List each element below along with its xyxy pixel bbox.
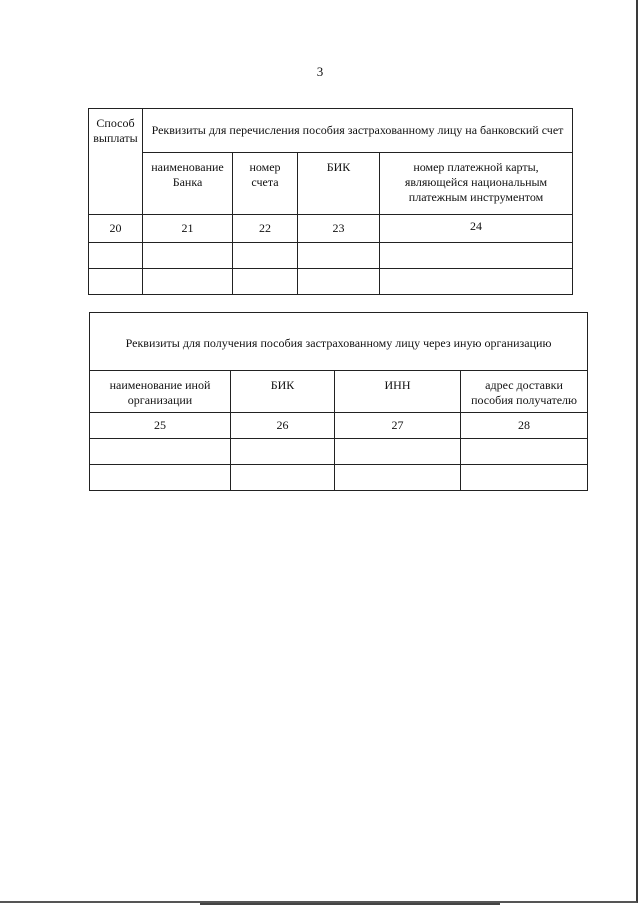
header-bik: БИК: [298, 153, 380, 215]
bank-transfer-details-table: [88, 108, 573, 295]
header-bank-transfer-details: Реквизиты для перечисления пособия застрахованному лицу на банковский счет: [143, 109, 573, 153]
column-number: 26: [231, 413, 335, 439]
empty-cell: [233, 243, 298, 269]
header-inn: ИНН: [335, 371, 461, 413]
other-organization-details-table: [89, 312, 588, 491]
empty-cell: [233, 269, 298, 295]
empty-cell: [90, 439, 231, 465]
column-number: 22: [233, 215, 298, 243]
empty-cell: [380, 269, 573, 295]
header-card-number: номер платежной карты, являющейся национальным платежным инструментом: [380, 153, 573, 215]
empty-cell: [89, 269, 143, 295]
table-row-column-numbers: [89, 215, 573, 243]
column-number: 27: [335, 413, 461, 439]
column-number: 21: [143, 215, 233, 243]
empty-cell: [143, 269, 233, 295]
header-organization-name: наименование иной организации: [90, 371, 231, 413]
table-row: [90, 439, 588, 465]
column-number: 25: [90, 413, 231, 439]
column-number: 24: [380, 215, 573, 243]
header-payment-method: Способ выплаты: [89, 109, 143, 215]
header-account-number: номер счета: [233, 153, 298, 215]
empty-cell: [335, 465, 461, 491]
header-other-organization-details: Реквизиты для получения пособия застрахованному лицу через иную организацию: [90, 313, 588, 371]
column-number: 20: [89, 215, 143, 243]
table-row: [89, 243, 573, 269]
table-row: [89, 269, 573, 295]
column-number: 28: [461, 413, 588, 439]
table-row-column-numbers: [90, 413, 588, 439]
table-row: [90, 465, 588, 491]
empty-cell: [90, 465, 231, 491]
header-bik: БИК: [231, 371, 335, 413]
empty-cell: [231, 439, 335, 465]
empty-cell: [143, 243, 233, 269]
header-bank-name: наименование Банка: [143, 153, 233, 215]
header-delivery-address: адрес доставки пособия получателю: [461, 371, 588, 413]
empty-cell: [461, 439, 588, 465]
empty-cell: [298, 243, 380, 269]
empty-cell: [89, 243, 143, 269]
column-number: 23: [298, 215, 380, 243]
empty-cell: [461, 465, 588, 491]
empty-cell: [380, 243, 573, 269]
empty-cell: [335, 439, 461, 465]
empty-cell: [298, 269, 380, 295]
page-number: 3: [316, 64, 324, 79]
empty-cell: [231, 465, 335, 491]
